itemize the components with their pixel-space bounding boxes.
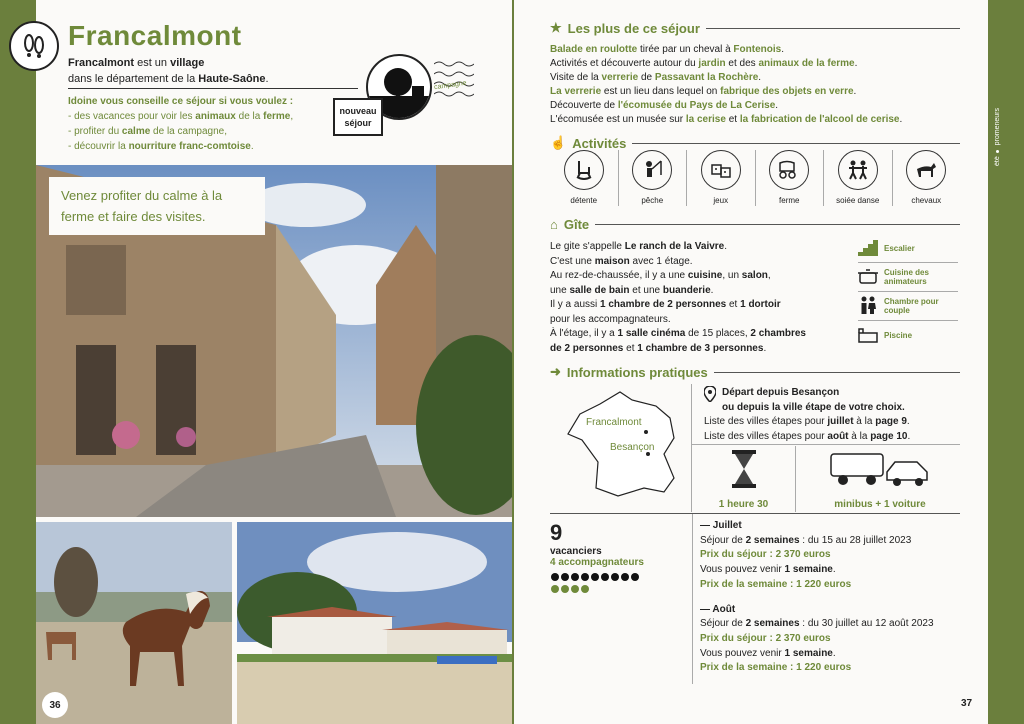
arrow-right-icon: ➜ xyxy=(550,364,561,379)
stamp-label: campagne xyxy=(433,79,468,92)
dates-prices: — Juillet Séjour de 2 semaines : du 15 au 28 juillet 2023 Prix du séjour : 2 370 euros Vous pouvez venir 1 semaine. Prix de la semaine : 1 220 euros — Août Séjour de 2 semaines : du 30 juillet au 12 août 2023 Prix du séjour : 2 370 euros Vous pouvez venir 1 semaine. Prix de la semaine : 1 220 euros xyxy=(700,520,934,674)
location-pin-icon xyxy=(704,386,716,415)
new-stay-badge: nouveau séjour xyxy=(333,98,383,136)
activity-item: pêche xyxy=(619,150,688,206)
activities-row xyxy=(550,150,960,206)
divider xyxy=(692,514,693,684)
highlight-line: L'écomusée est un musée sur la cerise et la fabrication de l'alcool de cerise. xyxy=(550,114,903,125)
vacanciers-label: vacanciers xyxy=(550,546,602,557)
info-heading: ➜ Informations pratiques xyxy=(550,364,960,380)
amenities-list xyxy=(858,234,958,350)
fishing-icon xyxy=(632,150,672,190)
activity-item: soiée danse xyxy=(824,150,893,206)
vacanciers-count: 9 xyxy=(550,520,563,545)
amenity-item: Escalier xyxy=(858,234,958,263)
accompagnateurs-label: 4 accompagnateurs xyxy=(550,557,644,568)
page-number: 36 xyxy=(42,692,68,718)
divider xyxy=(692,444,960,445)
stairs-icon xyxy=(858,238,878,258)
dice-icon xyxy=(701,150,741,190)
side-tab-season: été xyxy=(994,156,1001,166)
highlight-line: Découverte de l'écomusée du Pays de La Cerise. xyxy=(550,100,779,111)
highlight-line: Activités et découverte autour du jardin et des animaux de la ferme. xyxy=(550,58,858,69)
side-tab-profile: promeneurs xyxy=(994,108,1001,146)
france-map xyxy=(550,384,692,512)
page-number: 37 xyxy=(961,698,973,709)
highlight-line: Balade en roulotte tirée par un cheval à Fontenois. xyxy=(550,44,784,55)
divider xyxy=(68,88,358,89)
photo-caption: Venez profiter du calme à la ferme et faire des visites. xyxy=(49,177,265,235)
hourglass-icon xyxy=(732,450,756,488)
map-label-besancon: Besançon xyxy=(610,442,655,453)
divider xyxy=(550,513,960,514)
amenity-item: Chambre pour couple xyxy=(858,292,958,321)
participants-info xyxy=(550,520,680,596)
intro-text: Francalmont est un village dans le département de la Haute-Saône. xyxy=(68,57,269,85)
star-icon: ★ xyxy=(550,20,562,35)
wagon-icon xyxy=(769,150,809,190)
couple-icon xyxy=(858,296,878,316)
activity-item: chevaux xyxy=(893,150,961,206)
pot-icon xyxy=(858,267,878,287)
pool-icon xyxy=(858,326,878,346)
idoine-advice: Idoine vous conseille ce séjour si vous voulez : - des vacances pour voir les animaux de la ferme, - profiter du calme de la campagne, - découvrir la nourriture franc-comtoise. xyxy=(68,96,294,152)
activity-item: jeux xyxy=(687,150,756,206)
house-icon: ⌂ xyxy=(550,217,558,232)
left-page xyxy=(36,0,512,724)
gite-heading: ⌂ Gîte xyxy=(550,217,960,232)
map-label-francalmont: Francalmont xyxy=(586,417,642,428)
horse-icon xyxy=(906,150,946,190)
highlights-heading: ★ Les plus de ce séjour xyxy=(550,20,960,36)
departure-info: Départ depuis Besançon ou depuis la ville étape de votre choix. Liste des villes étapes pour juillet à la page 9. Liste des villes étapes pour août à la page 10. xyxy=(704,387,911,442)
highlight-line: Visite de la verrerie de Passavant la Rochère. xyxy=(550,72,762,83)
travel-duration: 1 heure 30 xyxy=(692,446,796,512)
participants-dots xyxy=(550,572,680,596)
vehicles-icon xyxy=(825,450,935,488)
gite-description: Le gite s'appelle Le ranch de la Vaivre. C'est une maison avec 1 étage. Au rez-de-chaussée, il y a une cuisine, un salon, une salle de bain et une buanderie. Il y a aussi 1 chambre de 2 personnes et 1 dortoir pour les accompagnateurs. À l'étage, il y a 1 salle cinéma de 15 places, 2 chambres de 2 personnes et 1 chambre de 3 personnes. xyxy=(550,241,806,354)
footprints-icon xyxy=(9,21,59,71)
page-title: Francalmont xyxy=(68,20,242,51)
hand-icon: ☝ xyxy=(550,135,567,150)
activities-heading: ☝ Activités xyxy=(550,135,960,151)
amenity-item: Piscine xyxy=(858,321,958,350)
right-page xyxy=(514,0,988,724)
horse-photo xyxy=(36,522,232,724)
postmark-waves-icon xyxy=(434,58,474,98)
highlights-list xyxy=(550,43,902,127)
dancers-icon xyxy=(838,150,878,190)
activity-item: détente xyxy=(550,150,619,206)
activity-item: ferme xyxy=(756,150,825,206)
rocking-chair-icon xyxy=(564,150,604,190)
highlight-line: La verrerie est un lieu dans lequel on fabrique des objets en verre. xyxy=(550,86,857,97)
farm-photo xyxy=(237,522,512,724)
amenity-item: Cuisine des animateurs xyxy=(858,263,958,292)
side-tab: été ● promeneurs xyxy=(994,108,1001,166)
transport-info: minibus + 1 voiture xyxy=(800,446,960,512)
